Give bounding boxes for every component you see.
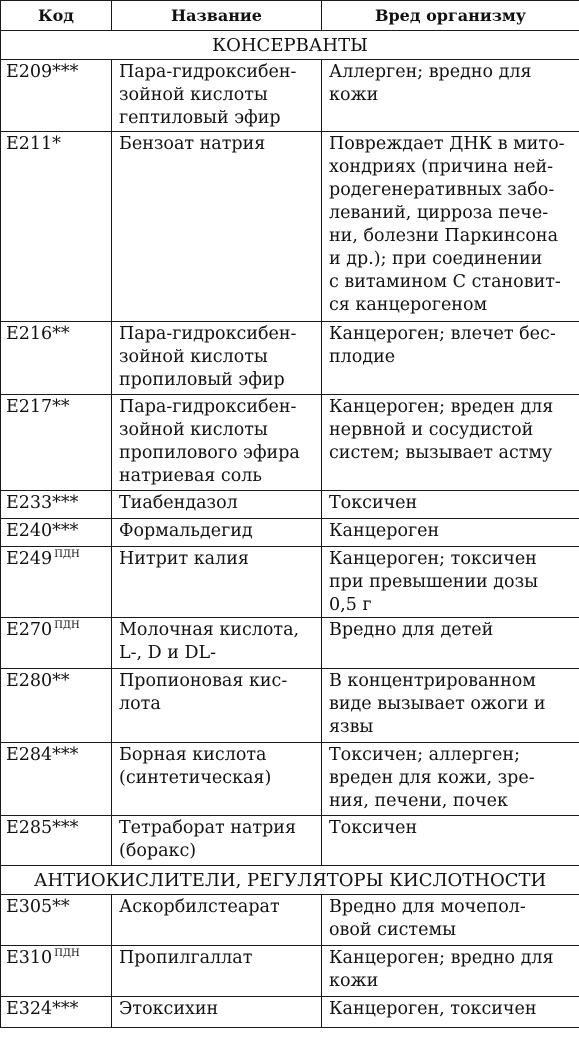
additive-name: Пропилгаллат <box>112 946 322 997</box>
additive-code: E233*** <box>6 493 79 513</box>
section-row <box>1 31 579 60</box>
additive-code-cell <box>1 816 112 866</box>
additive-code: E285*** <box>6 818 79 838</box>
additive-code-cell <box>1 997 112 1028</box>
additive-harm: Повреждает ДНК в мито- хондриях (причина ней- родегенеративных забо- леваний, цирроза пече- ни, болезни Паркинсона и др.); при соединении с витамином С становит- ся канцерогеном <box>322 132 579 322</box>
additive-code-cell <box>1 669 112 743</box>
additive-code-cell <box>1 946 112 997</box>
table-body <box>1 31 579 1028</box>
additive-harm: Канцероген; вреден для нервной и сосудистой систем; вызывает астму <box>322 395 579 491</box>
additive-code: E280** <box>6 671 70 691</box>
additive-harm: Канцероген, токсичен <box>322 997 579 1028</box>
additive-name: Тиабендазол <box>112 491 322 519</box>
table-row <box>1 618 579 669</box>
additive-code-cell <box>1 491 112 519</box>
additive-code-cell <box>1 547 112 618</box>
additive-code: E324*** <box>6 999 79 1019</box>
additive-code: E305** <box>6 897 70 917</box>
additive-code: E217** <box>6 397 70 417</box>
header-row <box>1 1 579 31</box>
table-row <box>1 519 579 547</box>
table-row <box>1 816 579 866</box>
additive-name: Пропионовая кис- лота <box>112 669 322 743</box>
additive-code: E211* <box>6 134 61 154</box>
additive-code: E249 <box>6 549 53 569</box>
additive-code-cell <box>1 895 112 946</box>
pdn-superscript: ПДН <box>54 549 80 560</box>
additive-code: E216** <box>6 324 70 344</box>
table-row <box>1 669 579 743</box>
table-row <box>1 60 579 132</box>
additive-name: Нитрит калия <box>112 547 322 618</box>
table-row <box>1 895 579 946</box>
additive-code-cell <box>1 743 112 816</box>
additive-code-cell <box>1 322 112 395</box>
additive-harm: Канцероген <box>322 519 579 547</box>
pdn-superscript: ПДН <box>54 948 80 959</box>
additive-code: E284*** <box>6 745 79 765</box>
additive-name: Формальдегид <box>112 519 322 547</box>
header-name: Название <box>112 1 322 31</box>
additive-name: Пара-гидроксибен- зойной кислоты гептиловый эфир <box>112 60 322 132</box>
additive-code: E209*** <box>6 62 79 82</box>
table-row <box>1 547 579 618</box>
additive-name: Этоксихин <box>112 997 322 1028</box>
additive-name: Тетраборат натрия (боракс) <box>112 816 322 866</box>
additive-harm: Токсичен <box>322 491 579 519</box>
table-row <box>1 395 579 491</box>
table-row <box>1 132 579 322</box>
table-row <box>1 946 579 997</box>
additive-code: E240*** <box>6 521 79 541</box>
additive-harm: В концентрированном виде вызывает ожоги и язвы <box>322 669 579 743</box>
additive-harm: Токсичен; аллерген; вреден для кожи, зре- ния, печени, почек <box>322 743 579 816</box>
header-harm: Вред организму <box>322 1 579 31</box>
additive-harm: Вредно для мочепол- овой системы <box>322 895 579 946</box>
additive-code-cell <box>1 395 112 491</box>
additive-name: Аскорбилстеарат <box>112 895 322 946</box>
additive-code-cell <box>1 60 112 132</box>
section-row <box>1 866 579 895</box>
header-code: Код <box>1 1 112 31</box>
additive-harm: Токсичен <box>322 816 579 866</box>
additive-name: Пара-гидроксибен- зойной кислоты пропилового эфира натриевая соль <box>112 395 322 491</box>
additive-name: Бензоат натрия <box>112 132 322 322</box>
table-row <box>1 322 579 395</box>
additive-code: E310 <box>6 948 53 968</box>
section-title: АНТИОКИСЛИТЕЛИ, РЕГУЛЯТОРЫ КИСЛОТНОСТИ <box>1 866 579 895</box>
additive-code-cell <box>1 132 112 322</box>
additive-code-cell <box>1 519 112 547</box>
table-row <box>1 743 579 816</box>
additive-harm: Аллерген; вредно для кожи <box>322 60 579 132</box>
additive-harm: Канцероген; влечет бес- плодие <box>322 322 579 395</box>
additive-name: Молочная кислота, L-, D и DL- <box>112 618 322 669</box>
additive-name: Пара-гидроксибен- зойной кислоты пропиловый эфир <box>112 322 322 395</box>
additive-code-cell <box>1 618 112 669</box>
table-row <box>1 997 579 1028</box>
additive-code: E270 <box>6 620 53 640</box>
additive-harm: Канцероген; вредно для кожи <box>322 946 579 997</box>
pdn-superscript: ПДН <box>54 620 80 631</box>
additive-name: Борная кислота (синтетическая) <box>112 743 322 816</box>
section-title: КОНСЕРВАНТЫ <box>1 31 579 60</box>
additive-harm: Вредно для детей <box>322 618 579 669</box>
table-row <box>1 491 579 519</box>
additive-harm: Канцероген; токсичен при превышении дозы 0,5 г <box>322 547 579 618</box>
